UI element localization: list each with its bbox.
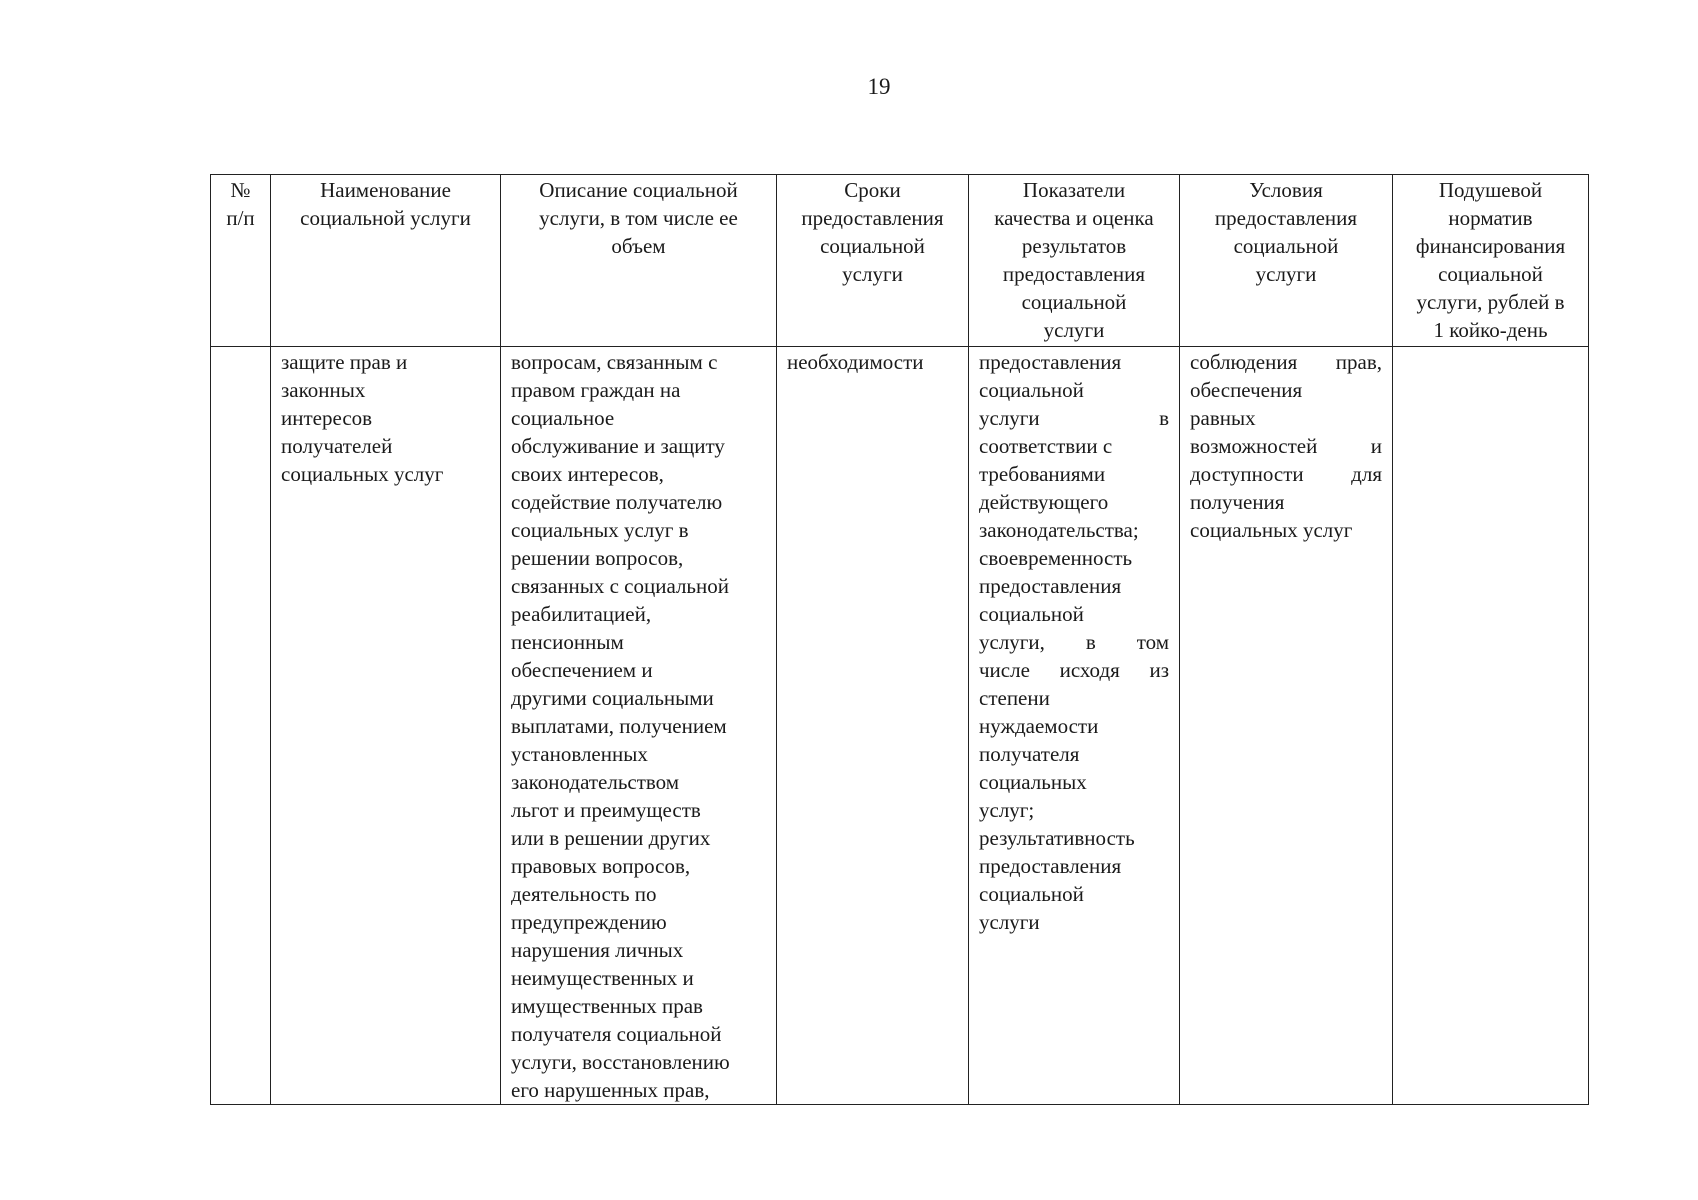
cell-line: социальное xyxy=(511,406,615,430)
header-line: предоставления xyxy=(801,206,944,230)
header-line: социальной xyxy=(1438,262,1543,286)
header-line: качества и оценка xyxy=(994,206,1154,230)
cell-line: предоставления xyxy=(979,350,1122,374)
header-line: социальной xyxy=(1021,290,1127,314)
cell-line: получателя xyxy=(979,742,1080,766)
header-line: предоставления xyxy=(1214,206,1358,230)
cell-line: вопросам, связанным с xyxy=(511,350,718,374)
cell-line: получения xyxy=(1190,490,1285,514)
cell-line: обслуживание и защиту xyxy=(511,434,725,458)
cell-terms xyxy=(777,347,969,1105)
cell-line: социальных услуг xyxy=(1190,518,1353,542)
cell-line: предоставления xyxy=(979,574,1122,598)
header-number xyxy=(211,175,271,347)
cell-line: пенсионным xyxy=(511,630,624,654)
cell-line: результативность xyxy=(979,826,1135,850)
header-line: норматив xyxy=(1448,206,1533,230)
header-line: финансирования xyxy=(1415,234,1566,258)
header-line: услуги xyxy=(1043,318,1105,342)
header-line: услуги xyxy=(842,262,903,286)
cell-line: социальной xyxy=(979,378,1084,402)
cell-line: соответствии с xyxy=(979,434,1113,458)
header-line: результатов xyxy=(1021,234,1127,258)
table-header-row xyxy=(211,175,1589,347)
page-number: 19 xyxy=(867,74,891,99)
cell-line: возможностей и xyxy=(1190,434,1382,458)
cell-line: соблюдения прав, xyxy=(1190,350,1382,374)
cell-line: правовых вопросов, xyxy=(511,854,691,878)
cell-conditions xyxy=(1180,347,1393,1105)
cell-line: действующего xyxy=(979,490,1109,514)
services-table xyxy=(210,174,1589,1105)
cell-line: предоставления xyxy=(979,854,1122,878)
header-line: объем xyxy=(611,234,666,258)
cell-line: обеспечением и xyxy=(511,658,653,682)
header-line: предоставления xyxy=(1002,262,1146,286)
cell-line: социальных услуг в xyxy=(511,518,689,542)
cell-line: реабилитацией, xyxy=(511,602,652,626)
cell-line: необходимости xyxy=(787,350,924,374)
cell-line: законодательством xyxy=(511,770,680,794)
cell-financing-norm xyxy=(1393,347,1589,1105)
cell-line: содействие получателю xyxy=(511,490,723,514)
header-line: социальной xyxy=(820,234,925,258)
cell-line: или в решении других xyxy=(511,826,711,850)
header-line: Сроки xyxy=(844,178,901,202)
cell-line: нуждаемости xyxy=(979,714,1099,738)
cell-line: решении вопросов, xyxy=(511,546,684,570)
cell-line: обеспечения xyxy=(1190,378,1303,402)
header-line: услуги, рублей в xyxy=(1416,290,1565,314)
cell-line: защите прав и xyxy=(281,350,408,374)
header-quality-indicators xyxy=(969,175,1180,347)
cell-line: услуг; xyxy=(979,798,1035,822)
header-line: услуги, в том числе ее xyxy=(539,206,738,230)
cell-line: законодательства; xyxy=(979,518,1139,542)
cell-line: своевременность xyxy=(979,546,1133,570)
cell-line: социальных услуг xyxy=(281,462,444,486)
header-line: Подушевой xyxy=(1438,178,1543,202)
cell-description xyxy=(501,347,777,1105)
cell-line: своих интересов, xyxy=(511,462,664,486)
header-line: 1 койко-день xyxy=(1433,318,1548,342)
cell-line: правом граждан на xyxy=(511,378,681,402)
header-conditions xyxy=(1180,175,1393,347)
cell-line: имущественных прав xyxy=(511,994,703,1018)
cell-line: услуги в xyxy=(979,406,1169,430)
cell-line: социальной xyxy=(979,602,1084,626)
cell-line: получателей xyxy=(281,434,393,458)
header-service-name xyxy=(271,175,501,347)
cell-line: законных xyxy=(281,378,366,402)
header-line: социальной услуги xyxy=(300,206,471,230)
cell-line: деятельность по xyxy=(511,882,657,906)
cell-line: услуги, восстановлению xyxy=(511,1050,730,1074)
cell-line: услуги, в том xyxy=(979,630,1169,654)
cell-line: услуги xyxy=(979,910,1040,934)
cell-line: выплатами, получением xyxy=(511,714,727,738)
cell-line: требованиями xyxy=(979,462,1106,486)
header-line: Условия xyxy=(1249,178,1323,202)
header-line: Описание социальной xyxy=(539,178,738,202)
cell-line: интересов xyxy=(281,406,373,430)
header-line: Показатели xyxy=(1022,178,1126,202)
header-line: п/п xyxy=(226,206,255,230)
cell-line: социальной xyxy=(979,882,1084,906)
cell-line: степени xyxy=(979,686,1050,710)
header-line: услуги xyxy=(1255,262,1317,286)
cell-service-name xyxy=(271,347,501,1105)
cell-line: числе исходя из xyxy=(979,658,1169,682)
cell-line: получателя социальной xyxy=(511,1022,722,1046)
cell-quality-indicators xyxy=(969,347,1180,1105)
header-line: № xyxy=(230,178,251,202)
cell-line: связанных с социальной xyxy=(511,574,729,598)
cell-line: его нарушенных прав, xyxy=(511,1078,710,1102)
header-terms xyxy=(777,175,969,347)
cell-line: льгот и преимуществ xyxy=(511,798,701,822)
cell-line: установленных xyxy=(511,742,648,766)
cell-line: предупреждению xyxy=(511,910,667,934)
cell-number xyxy=(211,347,271,1105)
header-description xyxy=(501,175,777,347)
cell-line: доступности для xyxy=(1190,462,1382,486)
header-line: социальной xyxy=(1233,234,1339,258)
cell-line: нарушения личных xyxy=(511,938,684,962)
table-row xyxy=(211,347,1589,1105)
header-line: Наименование xyxy=(320,178,451,202)
cell-line: равных xyxy=(1190,406,1256,430)
header-financing-norm xyxy=(1393,175,1589,347)
cell-line: другими социальными xyxy=(511,686,714,710)
cell-line: неимущественных и xyxy=(511,966,694,990)
cell-line: социальных xyxy=(979,770,1087,794)
